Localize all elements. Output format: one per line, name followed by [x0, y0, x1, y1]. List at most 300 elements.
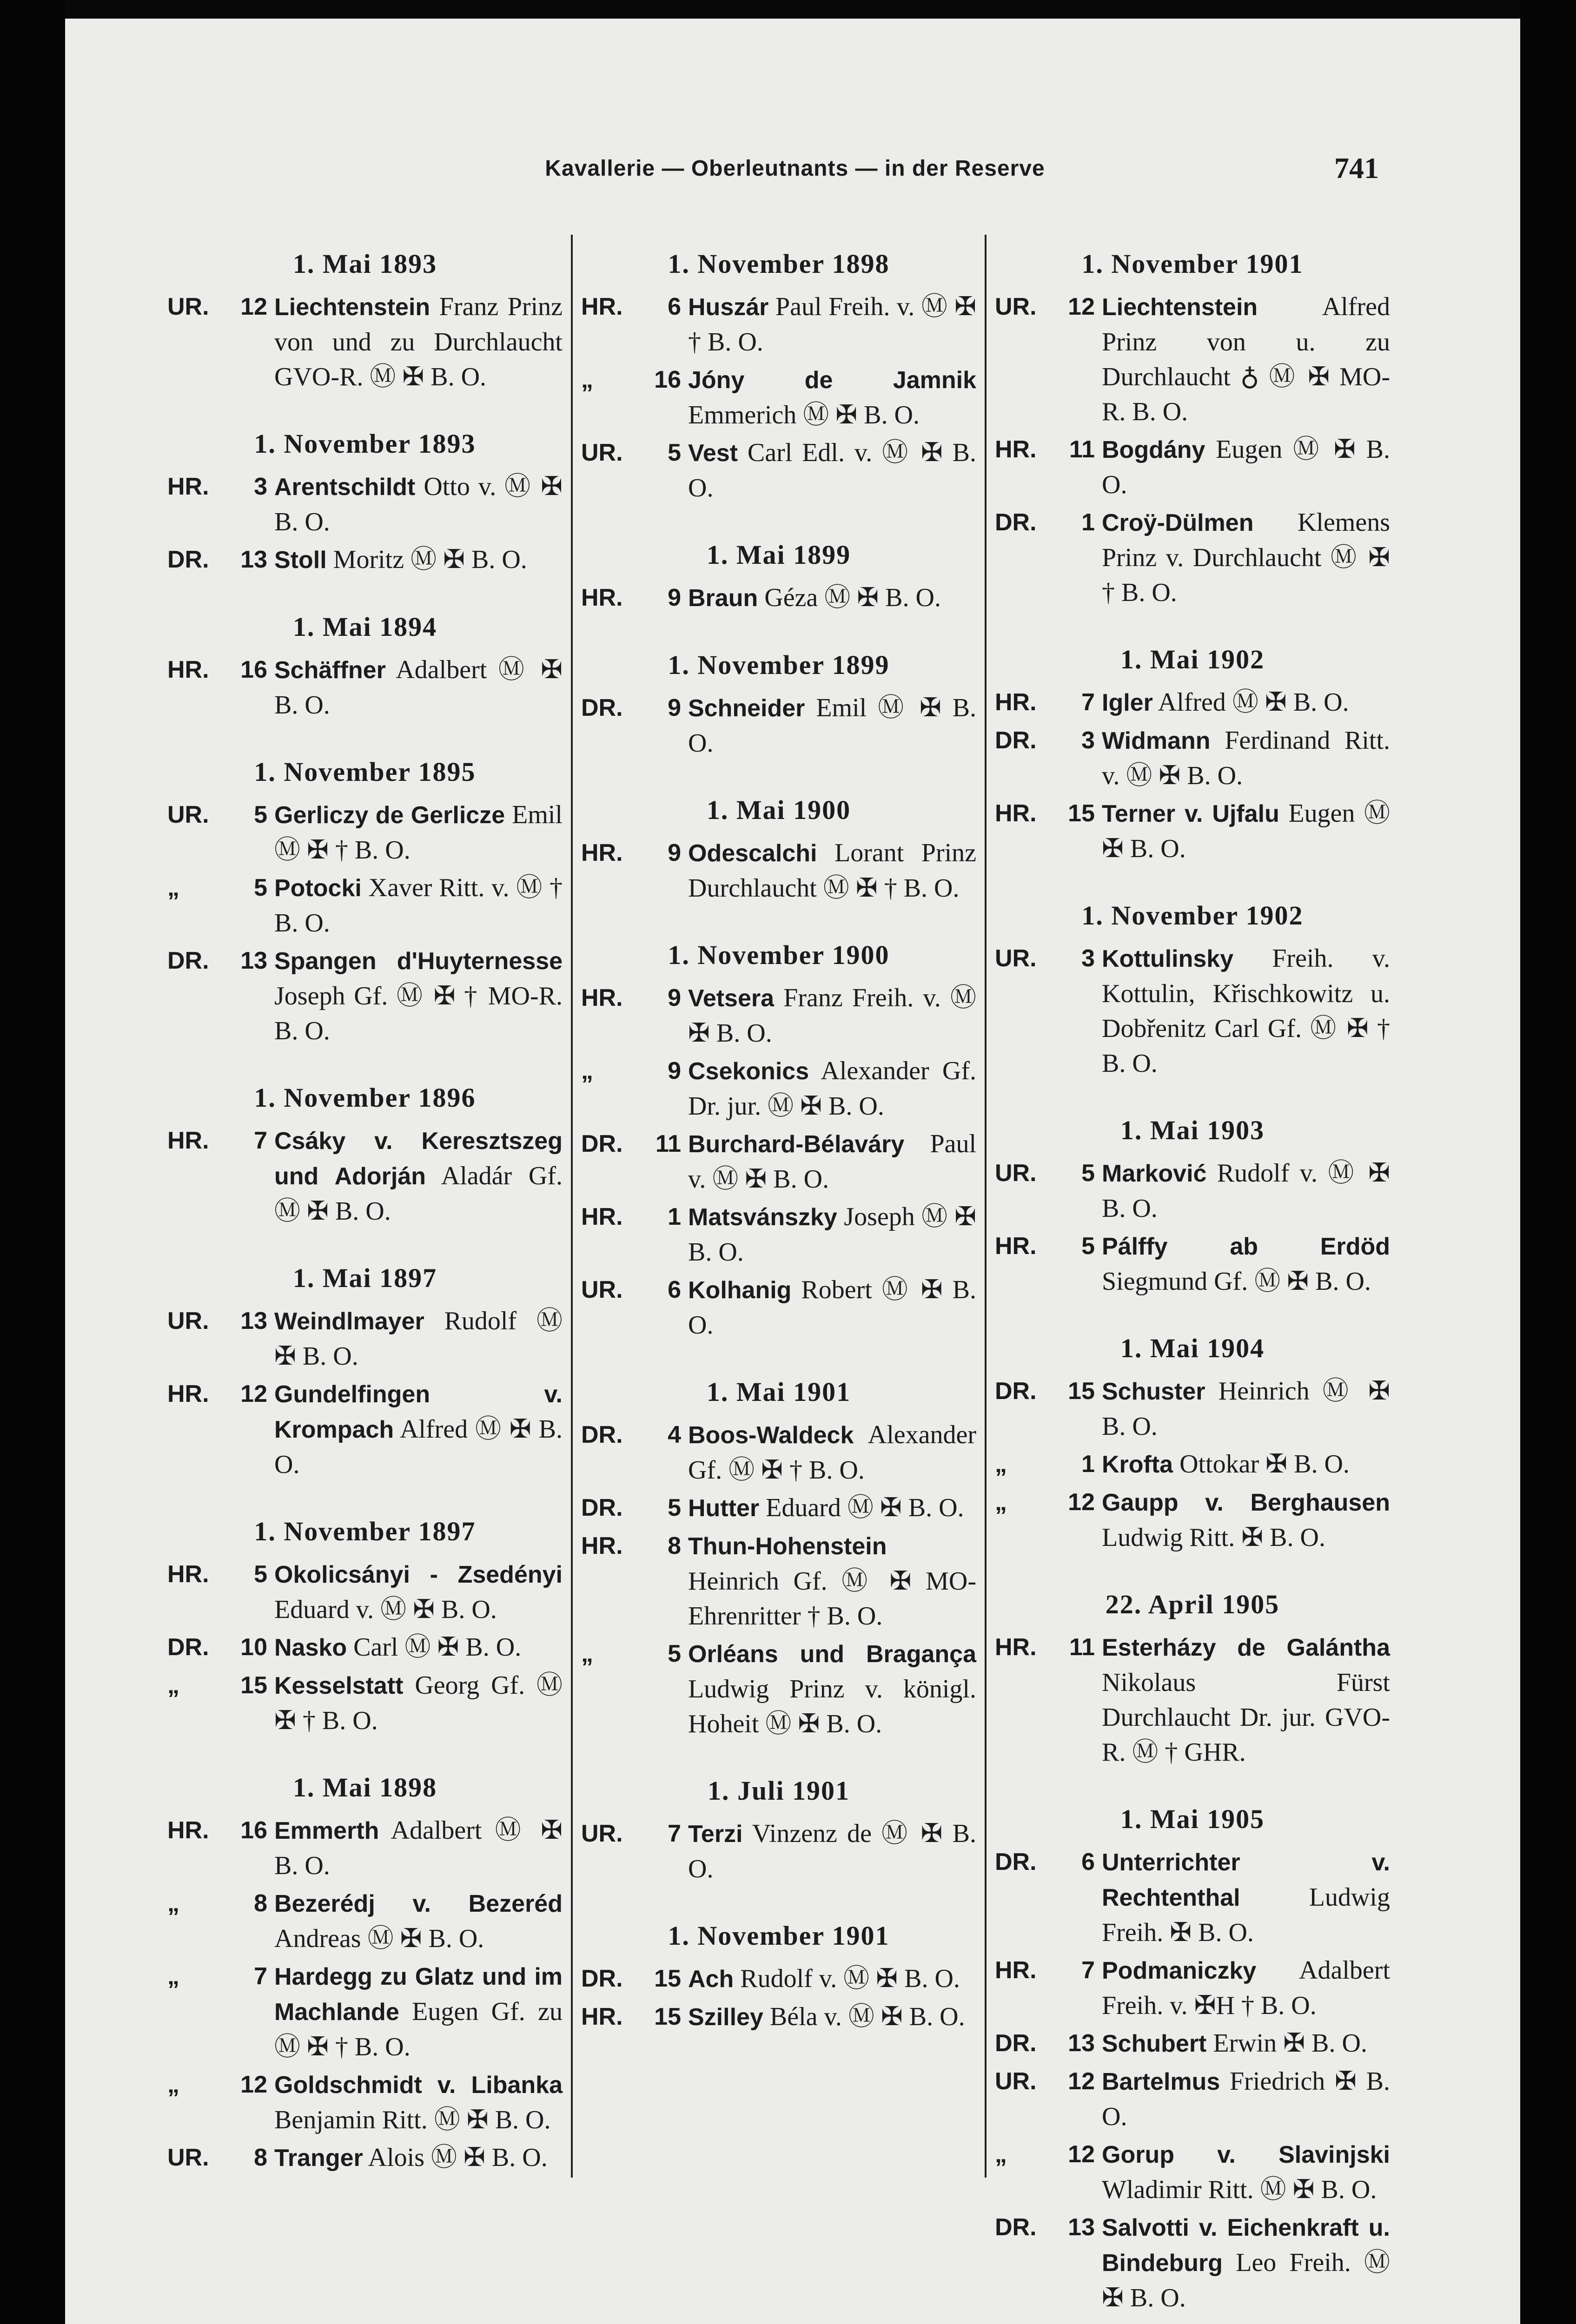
officer-name: Arentschildt [274, 474, 416, 501]
entry-details: Rudolf v. Ⓜ ✠ B. O. [740, 1964, 960, 1993]
regiment-label: „ [167, 1963, 179, 1990]
regiment-label: HR. [167, 1380, 209, 1407]
list-item [581, 1200, 976, 1270]
regiment-label: UR. [581, 1276, 623, 1303]
entry-text [274, 871, 563, 941]
entry-text [274, 798, 563, 868]
entry-details: Emmerich Ⓜ ✠ B. O. [688, 401, 920, 429]
list-item [581, 436, 976, 506]
regiment-number: 3 [1081, 727, 1095, 754]
regiment-label: „ [995, 1451, 1007, 1478]
entry-text [274, 1557, 563, 1627]
officer-name: Stoll [274, 547, 327, 574]
entry-details: Ludwig Prinz v. königl. Hoheit Ⓜ ✠ B. O. [688, 1675, 976, 1738]
list-item [995, 1374, 1390, 1444]
officer-name: Hutter [688, 1495, 760, 1522]
entry-text [688, 2000, 976, 2035]
list-item [581, 1418, 976, 1488]
officer-name: Schäffner [274, 657, 386, 684]
entry-text [688, 1637, 976, 1742]
scan-border-top [0, 0, 1576, 19]
officer-name: Bogdány [1102, 436, 1205, 463]
column-rule-2 [985, 235, 987, 2178]
regiment-number: 12 [240, 2071, 267, 2098]
section-date: 1. November 1902 [1081, 900, 1304, 931]
regiment-number: 5 [254, 801, 267, 828]
list-item [995, 290, 1390, 429]
section-date: 1. November 1897 [254, 1516, 476, 1546]
entry-text [1102, 1447, 1390, 1482]
officer-name: Thun-Hohenstein [688, 1533, 887, 1560]
entry-details: Joseph Ⓜ ✠ B. O. [688, 1202, 976, 1267]
regiment-number: 5 [668, 1494, 681, 1521]
officer-name: Goldschmidt v. Libanka [274, 2072, 563, 2099]
entry-details: Ottokar ✠ B. O. [1179, 1450, 1350, 1479]
regiment-number: 7 [254, 1963, 267, 1990]
entry-details: Wladimir Ritt. Ⓜ ✠ B. O. [1102, 2175, 1377, 2204]
regiment-number: 7 [668, 1820, 681, 1847]
regiment-number: 5 [668, 439, 681, 466]
entry-text [1102, 1229, 1390, 1299]
regiment-label: HR. [581, 1532, 623, 1559]
entry-text [688, 1054, 976, 1124]
regiment-number: 11 [656, 1130, 681, 1157]
entry-text [688, 363, 976, 433]
regiment-number: 1 [1081, 509, 1095, 536]
officer-name: Tranger [274, 2145, 363, 2172]
regiment-label: UR. [167, 801, 209, 828]
regiment-number: 7 [1081, 689, 1095, 716]
section-date: 1. Mai 1905 [1120, 1804, 1265, 1834]
entry-details: Leo Freih. Ⓜ ✠ B. O. [1102, 2248, 1390, 2312]
regiment-number: 15 [1068, 1378, 1095, 1405]
regiment-label: „ [581, 1057, 593, 1084]
entry-text [274, 944, 563, 1049]
officer-name: Schneider [688, 695, 805, 722]
list-item [167, 542, 563, 578]
officer-name: Boos-Waldeck [688, 1422, 854, 1449]
regiment-number: 6 [668, 293, 681, 320]
officer-name: Kesselstatt [274, 1672, 404, 1699]
list-item [995, 1845, 1390, 1950]
regiment-label: UR. [167, 2144, 209, 2171]
regiment-label: HR. [167, 1127, 209, 1154]
entry-text [688, 1961, 976, 1997]
regiment-label: DR. [581, 694, 623, 721]
regiment-label: „ [995, 1489, 1007, 1516]
officer-name: Gorup v. Slavinjski [1102, 2141, 1390, 2168]
entry-details: Siegmund Gf. Ⓜ ✠ B. O. [1102, 1267, 1371, 1296]
entry-text [274, 469, 563, 540]
list-item [995, 1630, 1390, 1770]
entry-details: Paul Freih. v. Ⓜ ✠ † B. O. [688, 292, 976, 357]
officer-name: Braun [688, 585, 758, 612]
officer-name: Odescalchi [688, 840, 817, 867]
entry-details: Robert Ⓜ ✠ B. O. [688, 1275, 977, 1340]
officer-name: Hardegg zu Glatz und im Machlande [274, 1963, 563, 2026]
officer-name: Szilley [688, 2004, 763, 2031]
entry-details: Carl Edl. v. Ⓜ ✠ B. O. [688, 438, 976, 502]
regiment-label: DR. [167, 1634, 209, 1661]
regiment-number: 11 [1069, 1634, 1095, 1661]
entry-text [1102, 505, 1390, 610]
regiment-label: HR. [581, 839, 623, 866]
list-item [167, 1557, 563, 1627]
regiment-number: 5 [1081, 1233, 1095, 1260]
regiment-label: DR. [995, 1849, 1037, 1875]
entry-text [1102, 723, 1390, 793]
list-item [995, 1485, 1390, 1555]
officer-name: Schubert [1102, 2030, 1207, 2057]
entry-text [1102, 796, 1390, 866]
list-item [167, 871, 563, 941]
regiment-number: 7 [254, 1127, 267, 1154]
list-item [581, 2000, 976, 2035]
entry-text [1102, 941, 1390, 1081]
section-date: 22. April 1905 [1105, 1589, 1280, 1619]
entry-text [688, 836, 976, 906]
column-2 [581, 232, 976, 2038]
regiment-number: 6 [668, 1276, 681, 1303]
regiment-label: DR. [995, 727, 1037, 754]
officer-name: Gundelfingen v. Krompach [274, 1381, 563, 1443]
entry-details: Emil Ⓜ ✠ B. O. [688, 693, 977, 758]
officer-name: Unterrichter v. Rechtenthal [1102, 1849, 1390, 1911]
regiment-number: 6 [1081, 1849, 1095, 1875]
regiment-label: HR. [167, 656, 209, 683]
list-item [167, 2067, 563, 2138]
officer-name: Matsvánszky [688, 1204, 837, 1231]
entry-details: Eduard Ⓜ ✠ B. O. [766, 1493, 964, 1522]
officer-name: Gerliczy de Gerlicze [274, 802, 505, 829]
regiment-label: DR. [995, 509, 1037, 536]
entry-text [274, 1377, 563, 1482]
entry-text [274, 2067, 563, 2138]
list-item [995, 1447, 1390, 1482]
list-item [995, 723, 1390, 793]
entry-details: Alfred Prinz von u. zu Durchlaucht ♁ Ⓜ ✠ MO-R. B. O. [1102, 292, 1390, 426]
entry-text [274, 1630, 563, 1665]
list-item [995, 432, 1390, 502]
regiment-number: 1 [1081, 1451, 1095, 1478]
entry-details: Klemens Prinz v. Durchlaucht Ⓜ ✠ † B. O. [1102, 508, 1390, 607]
regiment-number: 12 [1068, 2068, 1095, 2095]
section-date: 1. November 1895 [254, 757, 476, 787]
entry-details: Alfred Ⓜ ✠ B. O. [1158, 688, 1349, 717]
officer-name: Croÿ-Dülmen [1102, 509, 1254, 536]
regiment-number: 8 [254, 1890, 267, 1917]
section-date: 1. Mai 1903 [1120, 1115, 1265, 1145]
entry-text [688, 1491, 976, 1526]
regiment-label: HR. [167, 1561, 209, 1588]
entry-details: Franz Freih. v. Ⓜ ✠ B. O. [688, 984, 976, 1048]
running-head: Kavallerie — Oberleutnants — in der Reserve [545, 156, 1045, 181]
list-item [581, 363, 976, 433]
entry-text [1102, 1374, 1390, 1444]
regiment-label: DR. [581, 1421, 623, 1448]
regiment-number: 15 [654, 2003, 681, 2030]
section-date: 1. Mai 1894 [292, 612, 437, 642]
officer-name: Podmaniczky [1102, 1957, 1257, 1984]
entry-details: Otto v. Ⓜ ✠ B. O. [274, 472, 563, 536]
scan-border-right [1520, 0, 1576, 2324]
regiment-label: UR. [995, 1160, 1037, 1187]
list-item [581, 1961, 976, 1997]
officer-name: Liechtenstein [274, 294, 430, 321]
entry-text [1102, 2026, 1390, 2061]
entry-details: Eugen Gf. zu Ⓜ ✠ † B. O. [274, 1997, 563, 2061]
entry-details: Rudolf v. Ⓜ ✠ B. O. [1102, 1159, 1391, 1223]
list-item [581, 691, 976, 761]
list-item [581, 1491, 976, 1526]
regiment-number: 8 [668, 1532, 681, 1559]
regiment-number: 12 [240, 293, 267, 320]
regiment-label: DR. [581, 1494, 623, 1521]
officer-name: Csáky v. Keresztszeg und Adorján [274, 1128, 563, 1190]
entry-text [688, 1529, 976, 1634]
entry-text [274, 1813, 563, 1883]
entry-text [688, 1273, 976, 1343]
entry-details: Adalbert Ⓜ ✠ B. O. [274, 1816, 563, 1880]
regiment-number: 15 [1068, 800, 1095, 827]
entry-details: Lorant Prinz Durchlaucht Ⓜ ✠ † B. O. [688, 838, 976, 903]
list-item [167, 944, 563, 1049]
section-date: 1. Mai 1900 [706, 795, 851, 825]
regiment-label: HR. [581, 1203, 623, 1230]
list-item [167, 290, 563, 395]
regiment-label: HR. [995, 689, 1037, 716]
entry-details: Adalbert Freih. v. ✠H † B. O. [1102, 1956, 1390, 2020]
regiment-label: UR. [995, 945, 1037, 972]
list-item [167, 653, 563, 723]
entry-text [1102, 2064, 1390, 2134]
regiment-label: UR. [995, 2068, 1037, 2095]
entry-text [274, 1123, 563, 1229]
regiment-label: „ [995, 2141, 1007, 2168]
entry-details: Ludwig Ritt. ✠ B. O. [1102, 1523, 1325, 1552]
section-date: 1. Mai 1902 [1120, 644, 1265, 674]
officer-name: Gaupp v. Berghausen [1102, 1489, 1390, 1516]
entry-text [274, 1959, 563, 2065]
regiment-number: 9 [668, 839, 681, 866]
section-date: 1. Mai 1901 [706, 1377, 851, 1407]
officer-name: Liechtenstein [1102, 294, 1258, 321]
entry-text [1102, 1156, 1390, 1226]
regiment-label: „ [581, 366, 593, 393]
officer-name: Orléans und Bragança [688, 1641, 976, 1668]
entry-details: Paul v. Ⓜ ✠ B. O. [688, 1129, 976, 1194]
regiment-number: 13 [240, 546, 267, 573]
list-item [995, 2210, 1390, 2316]
officer-name: Vetsera [688, 985, 775, 1012]
entry-text [688, 1200, 976, 1270]
entry-details: Adalbert Ⓜ ✠ B. O. [274, 655, 563, 720]
entry-text [688, 981, 976, 1051]
regiment-number: 13 [240, 947, 267, 974]
entry-details: Alexander Gf. Dr. jur. Ⓜ ✠ B. O. [688, 1056, 976, 1121]
entry-details: Emil Ⓜ ✠ † B. O. [274, 800, 563, 865]
entry-details: Géza Ⓜ ✠ B. O. [764, 583, 941, 612]
regiment-number: 9 [668, 984, 681, 1011]
regiment-number: 3 [254, 473, 267, 500]
regiment-label: HR. [581, 584, 623, 611]
regiment-number: 5 [254, 874, 267, 901]
list-item [167, 1123, 563, 1229]
entry-details: Franz Prinz von und zu Durchlaucht GVO-R. Ⓜ ✠ B. O. [274, 292, 563, 391]
regiment-label: „ [167, 1672, 179, 1699]
entry-details: Benjamin Ritt. Ⓜ ✠ B. O. [274, 2106, 551, 2134]
regiment-label: „ [167, 2071, 179, 2098]
regiment-label: HR. [167, 473, 209, 500]
list-item [995, 505, 1390, 610]
officer-name: Emmerth [274, 1817, 379, 1844]
regiment-number: 15 [240, 1672, 267, 1699]
regiment-label: HR. [995, 1634, 1037, 1661]
entry-text [688, 290, 976, 360]
list-item [581, 1127, 976, 1197]
entry-details: Eduard v. Ⓜ ✠ B. O. [274, 1595, 497, 1624]
list-item [167, 1668, 563, 1738]
entry-text [688, 691, 976, 761]
regiment-number: 10 [240, 1634, 267, 1661]
list-item [581, 981, 976, 1051]
entry-text [1102, 1953, 1390, 2023]
section-date: 1. November 1899 [668, 650, 890, 680]
section-date: 1. November 1896 [254, 1083, 476, 1113]
officer-name: Burchard-Bélaváry [688, 1131, 905, 1158]
officer-name: Nasko [274, 1634, 347, 1661]
regiment-label: DR. [995, 1378, 1037, 1405]
regiment-label: HR. [167, 1817, 209, 1844]
entry-text [688, 436, 976, 506]
regiment-number: 12 [1068, 2141, 1095, 2168]
entry-details: Ferdinand Ritt. v. Ⓜ ✠ B. O. [1102, 726, 1390, 790]
entry-details: Moritz Ⓜ ✠ B. O. [333, 545, 527, 574]
regiment-label: UR. [581, 1820, 623, 1847]
section-date: 1. November 1900 [668, 940, 890, 970]
officer-name: Marković [1102, 1160, 1207, 1187]
regiment-number: 5 [1081, 1160, 1095, 1187]
entry-details: Andreas Ⓜ ✠ B. O. [274, 1924, 484, 1953]
list-item [995, 2064, 1390, 2134]
entry-text [1102, 1485, 1390, 1555]
list-item [995, 2137, 1390, 2207]
regiment-number: 12 [1068, 293, 1095, 320]
regiment-label: UR. [581, 439, 623, 466]
officer-name: Kottulinsky [1102, 945, 1234, 972]
column-3 [995, 232, 1390, 2318]
officer-name: Okolicsányi - Zsedényi [274, 1561, 563, 1588]
entry-text [688, 1418, 976, 1488]
entry-details: Alfred Ⓜ ✠ B. O. [274, 1415, 563, 1479]
regiment-label: DR. [581, 1130, 623, 1157]
entry-text [274, 653, 563, 723]
entry-text [1102, 432, 1390, 502]
column-1 [167, 232, 563, 2179]
entry-details: Vinzenz de Ⓜ ✠ B. O. [688, 1819, 976, 1883]
regiment-number: 3 [1081, 945, 1095, 972]
list-item [995, 796, 1390, 866]
officer-name: Krofta [1102, 1451, 1173, 1478]
entry-text [1102, 2210, 1390, 2316]
officer-name: Csekonics [688, 1058, 809, 1085]
entry-details: Joseph Gf. Ⓜ ✠ † MO-R. B. O. [274, 982, 563, 1045]
regiment-number: 7 [1081, 1957, 1095, 1984]
entry-details: Ludwig Freih. ✠ B. O. [1102, 1883, 1390, 1947]
regiment-number: 9 [668, 584, 681, 611]
officer-name: Potocki [274, 875, 362, 902]
regiment-number: 16 [240, 656, 267, 683]
regiment-label: HR. [995, 436, 1037, 463]
regiment-number: 5 [254, 1561, 267, 1588]
officer-name: Bartelmus [1102, 2068, 1220, 2095]
regiment-label: HR. [581, 293, 623, 320]
entry-details: Rudolf Ⓜ ✠ B. O. [274, 1307, 563, 1371]
entry-text [274, 290, 563, 395]
regiment-label: DR. [167, 546, 209, 573]
list-item [167, 469, 563, 540]
regiment-label: „ [581, 1640, 593, 1667]
list-item [995, 685, 1390, 720]
officer-name: Terner v. Ujfalu [1102, 800, 1279, 827]
regiment-label: DR. [995, 2214, 1037, 2241]
regiment-label: DR. [167, 947, 209, 974]
entry-text [274, 2140, 563, 2176]
entry-details: Béla v. Ⓜ ✠ B. O. [769, 2002, 965, 2031]
list-item [167, 1959, 563, 2065]
list-item [581, 1816, 976, 1887]
officer-name: Vest [688, 440, 738, 467]
list-item [167, 798, 563, 868]
regiment-label: „ [167, 1890, 179, 1917]
entry-details: Friedrich ✠ B. O. [1102, 2067, 1391, 2131]
officer-name: Terzi [688, 1821, 743, 1848]
regiment-label: HR. [995, 1957, 1037, 1984]
entry-details: Eugen Ⓜ ✠ B. O. [1102, 799, 1391, 863]
regiment-label: UR. [995, 293, 1037, 320]
list-item [995, 1953, 1390, 2023]
list-item [581, 581, 976, 616]
entry-text [1102, 290, 1390, 429]
list-item [167, 1377, 563, 1482]
officer-name: Schuster [1102, 1378, 1205, 1405]
scan-border-left [0, 0, 65, 2324]
entry-text [1102, 1630, 1390, 1770]
regiment-number: 12 [240, 1380, 267, 1407]
column-rule-1 [571, 235, 573, 2178]
regiment-number: 16 [240, 1817, 267, 1844]
list-item [581, 836, 976, 906]
regiment-number: 15 [654, 1965, 681, 1992]
list-item [167, 1630, 563, 1665]
entry-details: Xaver Ritt. v. Ⓜ † B. O. [274, 873, 563, 938]
entry-text [274, 1886, 563, 1956]
list-item [167, 1813, 563, 1883]
entry-text [688, 1127, 976, 1197]
officer-name: Igler [1102, 689, 1153, 716]
entry-details: Heinrich Ⓜ ✠ B. O. [1102, 1377, 1390, 1441]
entry-text [688, 581, 976, 616]
entry-details: Carl Ⓜ ✠ B. O. [353, 1633, 522, 1662]
regiment-number: 13 [1068, 2214, 1095, 2241]
entry-details: Erwin ✠ B. O. [1213, 2029, 1367, 2058]
list-item [581, 1529, 976, 1634]
list-item [581, 290, 976, 360]
entry-text [1102, 2137, 1390, 2207]
entry-text [1102, 685, 1390, 720]
regiment-label: HR. [995, 1233, 1037, 1260]
section-date: 1. November 1901 [1081, 249, 1304, 279]
